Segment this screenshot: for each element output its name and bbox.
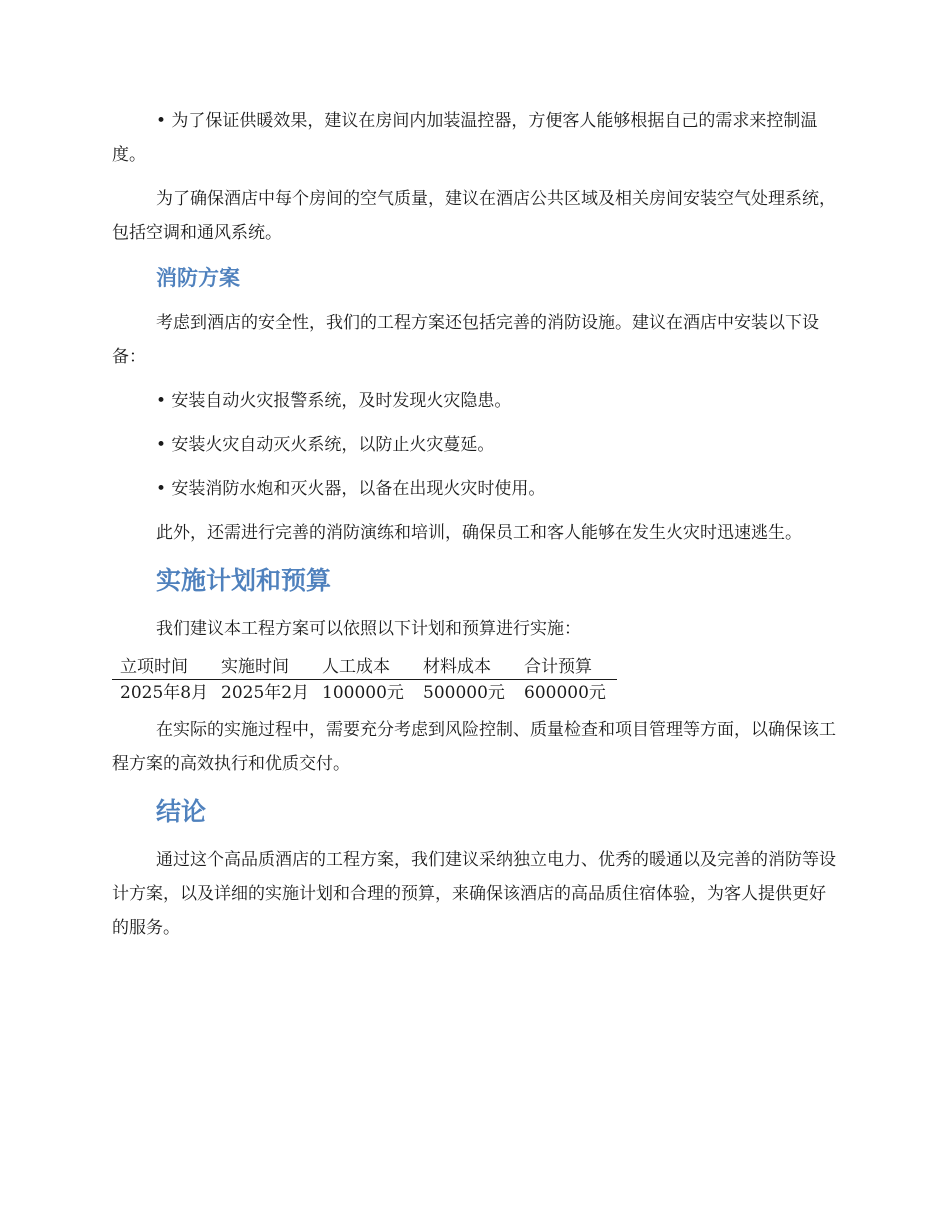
table-cell: 600000元 — [524, 683, 606, 703]
budget-table — [112, 656, 617, 705]
heading-plan-budget: 实施计划和预算 — [156, 566, 332, 595]
table-header-cell: 立项时间 — [120, 657, 188, 677]
bullet-thermostat: • 为了保证供暖效果，建议在房间内加装温控器，方便客人能够根据自己的需求来控制温度。 — [112, 111, 818, 165]
table-header-cell: 合计预算 — [524, 657, 592, 677]
table-header-row — [112, 656, 617, 680]
table-row — [112, 680, 617, 706]
table-cell: 100000元 — [322, 683, 404, 703]
heading-conclusion: 结论 — [156, 797, 207, 826]
table-cell: 2025年2月 — [221, 683, 310, 703]
heading-fire-protection: 消防方案 — [156, 266, 240, 290]
table-cell: 2025年8月 — [120, 683, 209, 703]
bullet-auto-extinguish: • 安装火灾自动灭火系统，以防止火灾蔓延。 — [156, 435, 495, 455]
table-header-cell: 人工成本 — [322, 657, 390, 677]
table-cell: 500000元 — [423, 683, 505, 703]
paragraph-conclusion: 通过这个高品质酒店的工程方案，我们建议采纳独立电力、优秀的暖通以及完善的消防等设计方案，以及详细的实施计划和合理的预算，来确保该酒店的高品质住宿体验，为客人提供更好的服务。 — [112, 850, 836, 938]
paragraph-plan-intro: 我们建议本工程方案可以依照以下计划和预算进行实施： — [156, 619, 581, 639]
paragraph-air-quality: 为了确保酒店中每个房间的空气质量，建议在酒店公共区域及相关房间安装空气处理系统，包括空调和通风系统。 — [112, 189, 836, 243]
bullet-water-cannon: • 安装消防水炮和灭火器，以备在出现火灾时使用。 — [156, 479, 546, 499]
bullet-fire-alarm: • 安装自动火灾报警系统，及时发现火灾隐患。 — [156, 391, 512, 411]
document-page — [112, 104, 840, 955]
paragraph-fire-intro: 考虑到酒店的安全性，我们的工程方案还包括完善的消防设施。建议在酒店中安装以下设备： — [112, 313, 819, 367]
table-header-cell: 材料成本 — [423, 657, 491, 677]
paragraph-fire-drill: 此外，还需进行完善的消防演练和培训，确保员工和客人能够在发生火灾时迅速逃生。 — [156, 523, 802, 543]
table-header-cell: 实施时间 — [221, 657, 289, 677]
paragraph-risk-control: 在实际的实施过程中，需要充分考虑到风险控制、质量检查和项目管理等方面，以确保该工程方案的高效执行和优质交付。 — [112, 720, 836, 774]
